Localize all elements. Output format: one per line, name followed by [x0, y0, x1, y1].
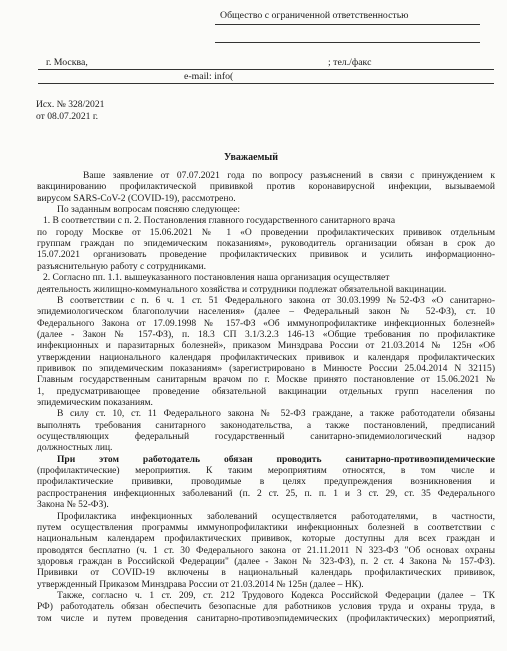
letter-body: [37, 170, 495, 650]
body-line: утверждении национального календаря профилактических прививок и календаря профилактических: [37, 351, 495, 363]
body-line: Федерального Закона от 17.09.1998 № 157-ФЗ «Об иммунопрофилактике инфекционных болезней»: [37, 317, 495, 329]
body-line: национальным календарем профилактических прививок, которые доступны для всех граждан и: [37, 533, 495, 545]
outgoing-number: Исх. № 328/2021: [36, 99, 105, 110]
company-rule: [215, 24, 480, 25]
body-line: путем осуществления программы иммунопрофилактики инфекционных болезней в соответствии с: [37, 521, 495, 533]
body-line: должностных лиц.: [37, 442, 113, 454]
body-line: вирусом SARS-CoV-2 (COVID-19), рассмотрено.: [37, 192, 236, 204]
body-line: осуществляющих федеральный государственный санитарно-эпидемиологический надзор: [37, 431, 495, 443]
address-rule: [38, 69, 494, 70]
body-line: деятельность жилищно-коммунального хозяйства и сотрудники подлежат обязательной вакцинации.: [37, 283, 447, 295]
body-line: профилактические прививки, проводимые в целях предупреждения возникновения и: [37, 476, 495, 488]
body-line: Прививки от COVID-19 включены в национальный календарь профилактических прививок,: [37, 567, 495, 579]
email-rule: [38, 83, 494, 84]
body-line: том числе и путем проведения санитарно-противоэпидемических (профилактических) мероприятий,: [37, 612, 495, 624]
body-line: 15.07.2021 организовать проведение профилактических прививок и усилить информационно-: [37, 249, 495, 261]
outgoing-date: от 08.07.2021 г.: [36, 111, 99, 122]
body-line: разъяснительную работу с сотрудниками.: [37, 260, 207, 272]
body-line: 1. В соответствии с п. 2. Постановления главного государственного санитарного врача: [43, 215, 396, 227]
body-line: распространения инфекционных заболеваний (п. 2 ст. 25, п. п. 1 и 3 ст. 29, ст. 35 Федерального: [37, 487, 495, 499]
body-line: вакцинированию профилактической прививкой против коронавирусной инфекции, вызываемой: [37, 181, 495, 193]
email-label: e-mail: info(: [184, 71, 234, 82]
company-type: Общество с ограниченной ответственностью: [220, 10, 409, 21]
body-line: эпидемиологическом благополучии населения» (далее – Федеральный закон № 52-ФЗ), ст. 10: [37, 306, 495, 318]
body-line: По заданным вопросам поясняю следующее:: [57, 204, 241, 216]
body-line: При этом работодатель обязан проводить санитарно-противоэпидемические: [57, 453, 495, 465]
body-line: группам граждан по эпидемическим показаниям», руководитель организации обязан в срок до: [37, 238, 495, 250]
city: г. Москва,: [46, 57, 88, 68]
phone-fax-label: ; тел./факс: [328, 57, 372, 68]
body-line: Закона № 52-ФЗ).: [37, 499, 109, 511]
company-rule-2: [215, 42, 480, 43]
body-line: 1, предусматривающее проведение обязательной вакцинации отдельных групп населения по: [37, 385, 495, 397]
body-line: 2. Согласно пп. 1.1. вышеуказанного постановления наша организация осуществляет: [43, 272, 390, 284]
body-line: по городу Москве от 15.06.2021 № 1 «О проведении профилактических прививок отдельным: [37, 226, 495, 238]
salutation: Уважаемый: [224, 152, 278, 163]
body-line: Главным государственным санитарным врачом по г. Москве принято постановление от 15.06.2021 №: [37, 374, 495, 386]
body-line: (профилактические) мероприятия. К таким мероприятиям относятся, в том числе и: [37, 465, 495, 477]
body-line: здоровья граждан в Российской Федерации" (далее - Закон № 323-ФЗ), п. 2 ст. 4 Закона № 157-ФЗ).: [37, 555, 495, 567]
body-line: прививок по эпидемическим показаниям» (зарегистрировано в Минюсте России 25.04.2014 N 32115): [37, 362, 495, 374]
body-line: В силу ст. 10, ст. 11 Федерального закона № 52-ФЗ граждане, а также работодатели обязаны: [57, 408, 495, 420]
body-line: проводятся бесплатно (ч. 1 ст. 30 Федерального закона от 21.11.2011 N 323-ФЗ "Об основах охраны: [37, 544, 495, 556]
body-line: В соответствии с п. 6 ч. 1 ст. 51 Федерального закона от 30.03.1999 №52-ФЗ «О санитарно-: [57, 294, 495, 306]
body-line: Ваше заявление от 07.07.2021 года по вопросу разъяснений в связи с принуждением к: [83, 170, 495, 181]
body-line: выполнять требования санитарного законодательства, а также постановлений, предписаний: [37, 419, 495, 431]
body-line: (далее - Закон № 157-ФЗ), п. 18.3 СП 3.1/3.2.3 146-13 «Общие требования по профилактике: [37, 328, 495, 340]
body-line: РФ) работодатель обязан обеспечить безопасные для работников условия труда и охраны труда, в: [37, 601, 495, 613]
body-line: Профилактика инфекционных заболеваний осуществляется работодателями, в частности,: [57, 510, 495, 522]
body-line: эпидемическим показаниям.: [37, 397, 153, 408]
body-line: инфекционных и паразитарных болезней», приказом Минздрава России от 21.03.2014 № 125н «Об: [37, 340, 495, 352]
body-line: Также, согласно ч. 1 ст. 209, ст. 212 Трудового Кодекса Российской Федерации (далее – ТК: [57, 589, 495, 601]
body-line: утвержденный Приказом Минздрава России от 21.03.2014 № 125н (далее – НК).: [37, 578, 364, 590]
